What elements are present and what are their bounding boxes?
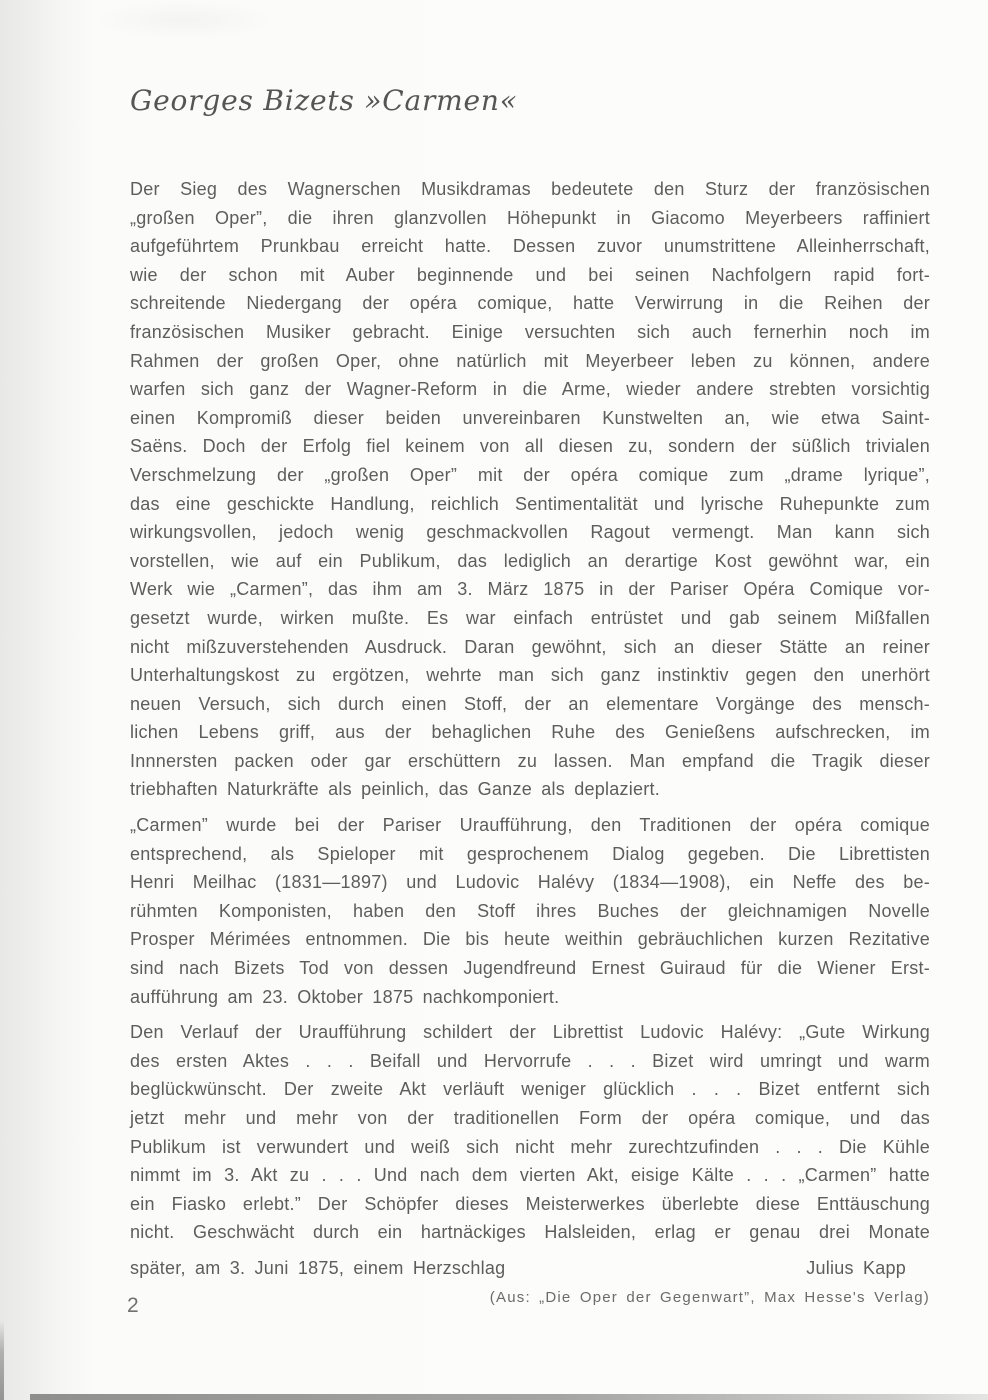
text-line: wie der schon mit Auber beginnende und bei seinen Nachfolgern rapid fort- (130, 264, 930, 285)
text-line: schreitende Niedergang der opéra comique, hatte Verwirrung in die Reihen der (130, 293, 930, 314)
text-line: Saëns. Doch der Erfolg fiel keinem von all diesen zu, sondern der süßlich trivialen (130, 436, 930, 457)
closing-line (130, 1254, 930, 1283)
text-line: aufführung am 23. Oktober 1875 nachkomponiert. (130, 986, 560, 1007)
text-line: nicht mißzuverstehenden Ausdruck. Daran gewöhnt, sich an dieser Stätte an reiner (130, 636, 930, 657)
text-line: Verschmelzung der „großen Oper” mit der opéra comique zum „drame lyrique”, (130, 464, 930, 485)
text-line: Publikum ist verwundert und weiß sich nicht mehr zurechtzufinden . . . Die Kühle (130, 1136, 930, 1157)
page-title: Georges Bizets »Carmen« (130, 84, 518, 117)
text-line: das eine geschickte Handlung, reichlich Sentimentalität und lyrische Ruhepunkte zum (130, 493, 930, 514)
text-line: französischen Musiker gebracht. Einige versuchten sich auch fernerhin noch im (130, 321, 930, 342)
scan-smudge (95, 0, 275, 40)
text-line: „Carmen” wurde bei der Pariser Uraufführung, den Traditionen der opéra comique (130, 815, 930, 836)
page-edge-shadow-left (0, 1320, 4, 1400)
paragraph-1 (130, 175, 930, 804)
body-text (130, 175, 930, 1312)
text-line: des ersten Aktes . . . Beifall und Hervorrufe . . . Bizet wird umringt und warm (130, 1050, 930, 1071)
text-line: wirkungsvollen, jedoch wenig geschmackvollen Ragout vermengt. Man kann sich (130, 522, 930, 543)
text-line: Rahmen der großen Oper, ohne natürlich mit Meyerbeer leben zu können, andere (130, 350, 930, 371)
text-line: Innnersten packen oder gar erschüttern zu lassen. Man empfand die Tragik dieser (130, 750, 930, 771)
text-line: Den Verlauf der Uraufführung schildert der Librettist Ludovic Halévy: „Gute Wirkung (130, 1022, 930, 1043)
text-line: lichen Lebens griff, aus der behaglichen Ruhe des Genießens aufschrecken, im (130, 722, 930, 743)
text-line: nicht. Geschwächt durch ein hartnäckiges Halsleiden, erlag er genau drei Monate (130, 1222, 930, 1243)
paragraph-3 (130, 1018, 930, 1247)
text-line: einen Kompromiß dieser beiden unvereinbaren Kunstwelten an, wie etwa Saint- (130, 407, 930, 428)
text-line: triebhaften Naturkräfte als peinlich, das Ganze als deplaziert. (130, 779, 661, 800)
text-line: entsprechend, als Spieloper mit gesprochenem Dialog gegeben. Die Librettisten (130, 843, 930, 864)
text-line: rühmten Komponisten, haben den Stoff ihres Buches der gleichnamigen Novelle (130, 900, 930, 921)
text-line: vorstellen, wie auf ein Publikum, das lediglich an derartige Kost gewöhnt war, ein (130, 550, 930, 571)
text-line: Henri Meilhac (1831—1897) und Ludovic Halévy (1834—1908), ein Neffe des be- (130, 872, 930, 893)
page-number: 2 (127, 1294, 139, 1317)
closing-text: später, am 3. Juni 1875, einem Herzschlag (130, 1257, 506, 1278)
text-line: beglückwünscht. Der zweite Akt verläuft weniger glücklich . . . Bizet entfernt sich (130, 1079, 930, 1100)
text-line: gesetzt wurde, wirken mußte. Es war einfach entrüstet und gab seinem Mißfallen (130, 607, 930, 628)
text-line: jetzt mehr und mehr von der traditionellen Form der opéra comique, und das (130, 1108, 930, 1128)
text-line: nimmt im 3. Akt zu . . . Und nach dem vierten Akt, eisige Kälte . . . „Carmen” hatte (130, 1165, 930, 1186)
paragraph-2 (130, 811, 930, 1011)
text-line: aufgeführtem Prunkbau erreicht hatte. Dessen zuvor unumstrittene Alleinherrschaft, (130, 236, 930, 257)
author-name: Julius Kapp (806, 1257, 906, 1278)
text-line: Werk wie „Carmen”, das ihm am 3. März 1875 in der Pariser Opéra Comique vor- (130, 579, 930, 600)
text-line: Prosper Mérimées entnommen. Die bis heute weithin gebräuchlichen kurzen Rezitative (130, 929, 930, 950)
source-attribution: (Aus: „Die Oper der Gegenwart”, Max Hesse's Verlag) (489, 1288, 930, 1306)
text-line: ein Fiasko erlebt.” Der Schöpfer dieses Meisterwerkes überlebte diese Enttäuschung (130, 1193, 930, 1214)
text-line: sind nach Bizets Tod von dessen Jugendfreund Ernest Guiraud für die Wiener Erst- (130, 958, 930, 979)
text-line: warfen sich ganz der Wagner-Reform in die Arme, wieder andere strebten vorsichtig (130, 379, 930, 400)
text-line: Unterhaltungskost zu ergötzen, wehrte man sich ganz instinktiv gegen den unerhört (130, 665, 930, 686)
text-line: „großen Oper”, die ihren glanzvollen Höhepunkt in Giacomo Meyerbeers raffiniert (130, 207, 930, 228)
text-line: Der Sieg des Wagnerschen Musikdramas bedeutete den Sturz der französischen (130, 179, 930, 199)
text-line: neuen Versuch, sich durch einen Stoff, der an elementare Vorgänge des mensch- (130, 693, 930, 714)
page-edge-shadow-bottom (30, 1394, 988, 1400)
